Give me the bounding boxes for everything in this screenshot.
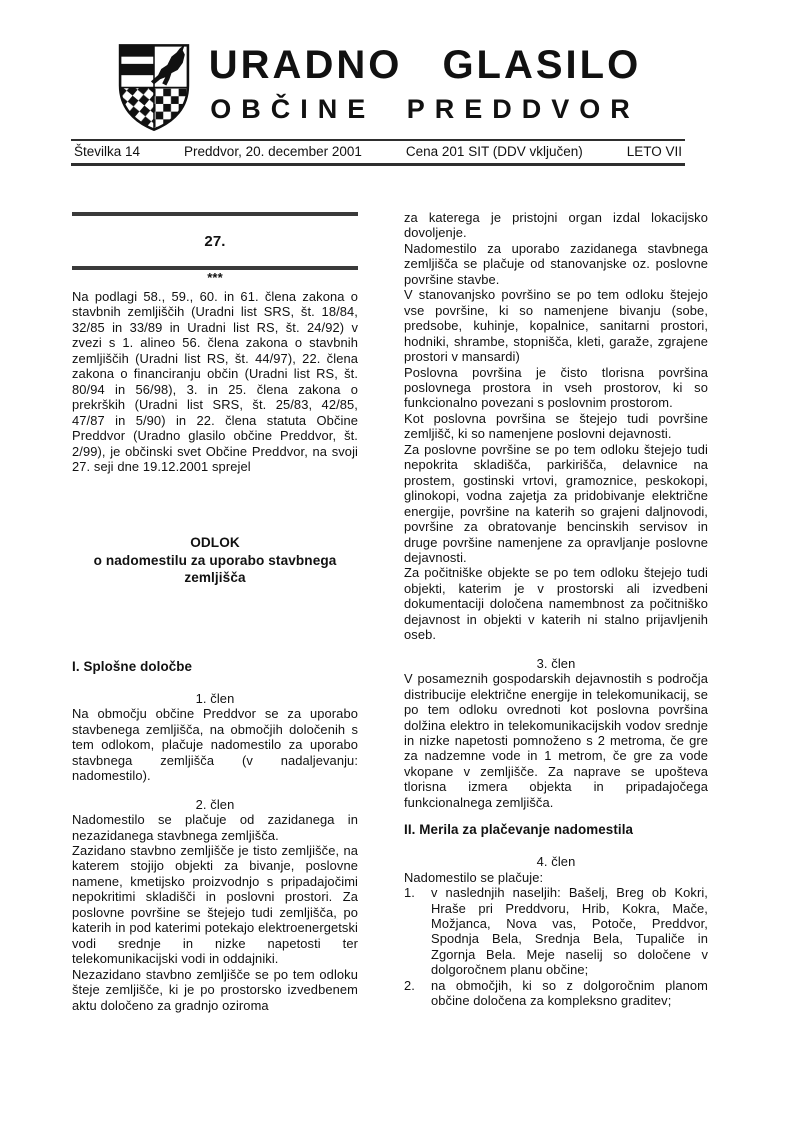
body-paragraph: V stanovanjsko površino se po tem odloku štejejo vse površine, ki so namenjene bivanju (sobe, predsobe, kuhinje, kopalnice, sanitarni prostori, hodniki, shrambe, stopnišča, kleti, garaže, zgrajene prostori v mansardi) — [404, 287, 708, 365]
list-item — [404, 885, 708, 978]
list-item-text: na območjih, ki so z dolgoročnim planom občine določena za kompleksno graditev; — [431, 977, 708, 1009]
article-1-body: Na območju občine Preddvor se za uporabo stavbenega zemljišča, na območjih določenih s tem odlokom, plačuje nadomestilo za uporabo stavbnega zemljišča (v nadaljevanju: nadomestilo). — [72, 706, 358, 784]
body-paragraph: Za poslovne površine se po tem odloku štejejo tudi nepokrita skladišča, parkirišča, delavnice na prostem, gostinski vrtovi, gramoznice, peskokopi, glinokopi, vodna zajetja za pridobivanje električne energije, površine na katerih so grajeni daljnovodi, površine za obratovanje bencinskih servisov in druge površine namenjene za opravljanje poslovne dejavnosti. — [404, 441, 708, 565]
separator-rule-top — [72, 212, 358, 216]
body-paragraph: Poslovna površina je čisto tlorisna površina poslovnega prostora in vseh prostorov, ki so funkcionalno povezani s poslovnim prostorom. — [404, 364, 708, 411]
price: Cena 201 SIT (DDV vključen) — [405, 144, 583, 159]
list-item-number: 2. — [404, 977, 415, 993]
body-paragraph: Za počitniške objekte se po tem odloku štejejo tudi objekti, katerim je v prostorski ali izvedbeni dokumentaciji določena namembnost za počitniško dejavnost in objekti v katerih ni stalno prijavljenih oseb. — [404, 565, 708, 643]
left-column — [72, 212, 358, 1013]
body-paragraph: za katerega je pristojni organ izdal lokacijsko dovoljenje. — [404, 210, 708, 241]
place-and-date: Preddvor, 20. december 2001 — [184, 144, 362, 159]
preamble-paragraph: Na podlagi 58., 59., 60. in 61. člena zakona o stavbnih zemljiščih (Uradni list SRS, št. 18/84, 32/85 in 33/89 in Uradni list RS, št. 24/92) v zvezi s 1. alineo 56. člena zakona o stavbnih zemljiščih (Uradni list RS, št. 44/97), 22. člena zakona o financiranju občin (Uradni list RS, št. 80/94 in 56/98), 3. in 25. člena zakona o prekrških (Uradni list SRS, št. 25/83, 42/85, 47/87 in 5/90) in 22. člena statuta Občine Preddvor (Uradno glasilo občine Preddvor, št. 2/99), je občinski svet Občine Preddvor, na svoji 27. seji dne 19.12.2001 sprejel — [72, 289, 358, 474]
info-bar — [71, 139, 685, 166]
list-item-number: 1. — [404, 885, 415, 901]
gazette-subtitle: OBČINE PREDDVOR — [210, 94, 640, 124]
item-number-heading: 27. — [204, 233, 226, 250]
article-3-body: V posameznih gospodarskih dejavnostih s področja distribucije električne energije in telekomunikacij, se po tem odloku ovrednoti kot poslovna površina dolžina elektro in telekomunikacijskih vodov srednje in nizke napetosti pomnoženo s 2 metroma, če gre za nadzemne vode in 1 metrom, če gre za vode vkopane v zemljišče. Za naprave se upošteva tlorisna izmera objekta in pripadajočega funkcionalnega zemljišča. — [404, 671, 708, 810]
list-item — [404, 978, 708, 1009]
article-3-heading: 3. člen — [536, 655, 576, 671]
masthead-text — [186, 42, 664, 125]
section-heading-criteria: II. Merila za plačevanje nadomestila — [404, 822, 634, 838]
article-4-list — [404, 885, 708, 1009]
article-4-heading: 4. člen — [536, 854, 576, 870]
article-2-paragraph: Nadomestilo se plačuje od zazidanega in nezazidanega stavbnega zemljišča. — [72, 812, 358, 843]
gazette-title: URADNO GLASILO — [208, 43, 642, 87]
list-item-text: v naslednjih naseljih: Bašelj, Breg ob Kokri, Hraše pri Preddvoru, Hrib, Kokra, Mače, Možjanca, Nova vas, Potoče, Preddvor, Spodnja Bela, Srednja Bela, Tupaliče in Zgornja Bela. Meje naselij so določene v dolgoročnem planu občine; — [431, 885, 708, 978]
article-1-heading: 1. člen — [195, 690, 235, 706]
right-column — [404, 210, 708, 1009]
article-2-paragraph: Nezazidano stavbno zemljišče se po tem odloku šteje zemljišče, ki je po prostorsko izvedbenem aktu določeno za gradnjo oziroma — [72, 966, 358, 1013]
article-2-paragraph: Zazidano stavbno zemljišče je tisto zemljišče, na katerem stojijo objekti za bivanje, poslovne namene, kmetijsko proizvodnjo s pripadajočimi nepokritimi skladišči in poslovni prostori. Za poslovne površine se štejejo tudi zemljišča, po katerih in pod katerimi potekajo elektroenergetski vodi srednje in nizke napetosti ter telekomunikacijski vodi in oddajniki. — [72, 843, 358, 967]
coat-of-arms-icon — [117, 42, 191, 133]
issue-number: Številka 14 — [74, 144, 141, 159]
decree-title: ODLOK o nadomestilu za uporabo stavbnega zemljišča — [93, 535, 337, 586]
stars-separator: *** — [207, 270, 223, 285]
section-heading-general: I. Splošne določbe — [72, 658, 193, 674]
shield-quadrants — [117, 42, 191, 132]
volume-year: LETO VII — [626, 144, 682, 159]
article-4-intro: Nadomestilo se plačuje: — [404, 869, 544, 885]
article-2-heading: 2. člen — [195, 796, 235, 812]
body-paragraph: Kot poslovna površina se štejejo tudi površine zemljišč, ki so namenjene poslovni dejavnosti. — [404, 410, 708, 442]
body-paragraph: Nadomestilo za uporabo zazidanega stavbnega zemljišča se plačuje od stanovanjske oz. poslovne površine stavbe. — [404, 240, 708, 287]
